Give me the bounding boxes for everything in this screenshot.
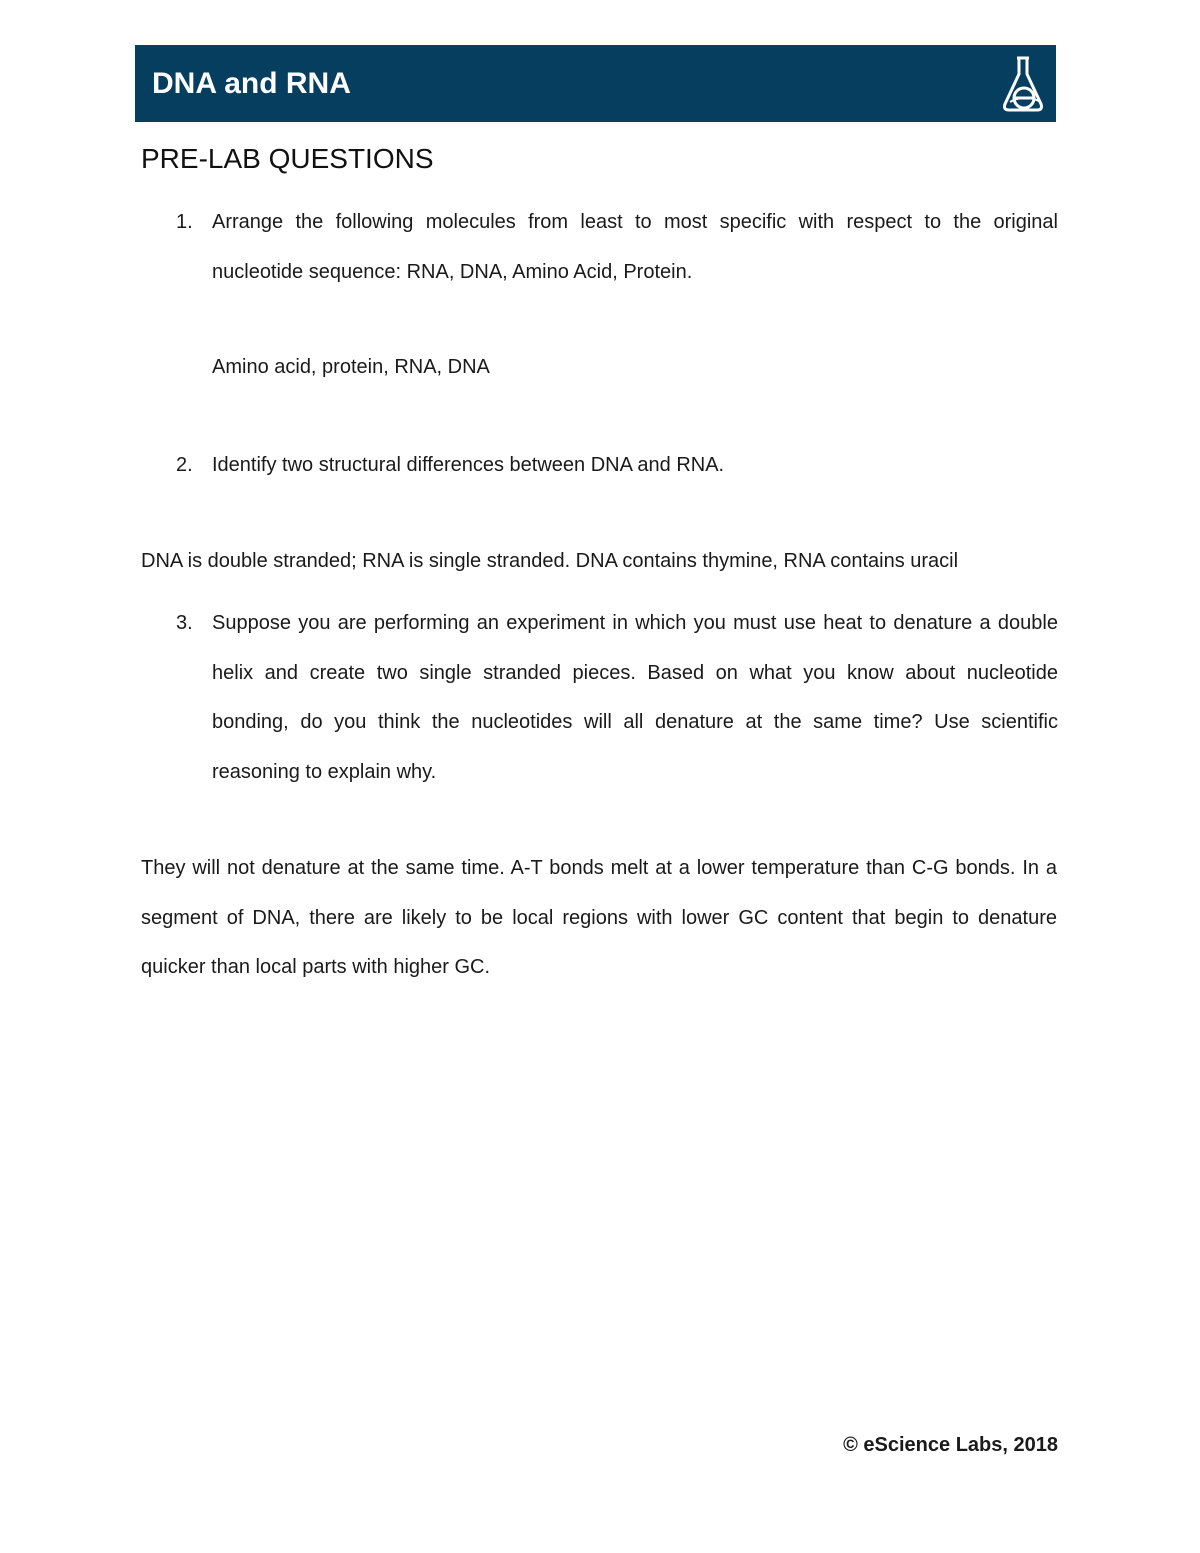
- question-2-text: Identify two structural differences between DNA and RNA.: [212, 454, 725, 476]
- answer-1: Amino acid, protein, RNA, DNA: [212, 356, 490, 378]
- header-bar: [135, 45, 1056, 122]
- document-title: DNA and RNA: [152, 67, 351, 100]
- answer-2: DNA is double stranded; RNA is single stranded. DNA contains thymine, RNA contains uracil: [141, 550, 959, 572]
- question-3-number: 3.: [176, 612, 193, 634]
- section-title: PRE-LAB QUESTIONS: [141, 143, 434, 174]
- question-3-text: Suppose you are performing an experiment in which you must use heat to denature a double helix and create two single stranded pieces. Based on what you know about nucleotide bonding, do you think the nucleotides will all denature at the same time? Use scientific reasoning to explain why.: [212, 612, 1058, 783]
- copyright-footer: © eScience Labs, 2018: [843, 1434, 1058, 1456]
- question-1-text: Arrange the following molecules from least to most specific with respect to the original nucleotide sequence: RNA, DNA, Amino Acid, Protein.: [212, 211, 1058, 283]
- flask-e-logo-icon: [999, 54, 1047, 114]
- question-1-number: 1.: [176, 211, 193, 233]
- answer-3: They will not denature at the same time. A-T bonds melt at a lower temperature than C-G bonds. In a segment of DNA, there are likely to be local regions with lower GC content that begin to denature quicker than local parts with higher GC.: [141, 857, 1057, 978]
- question-2-number: 2.: [176, 454, 193, 476]
